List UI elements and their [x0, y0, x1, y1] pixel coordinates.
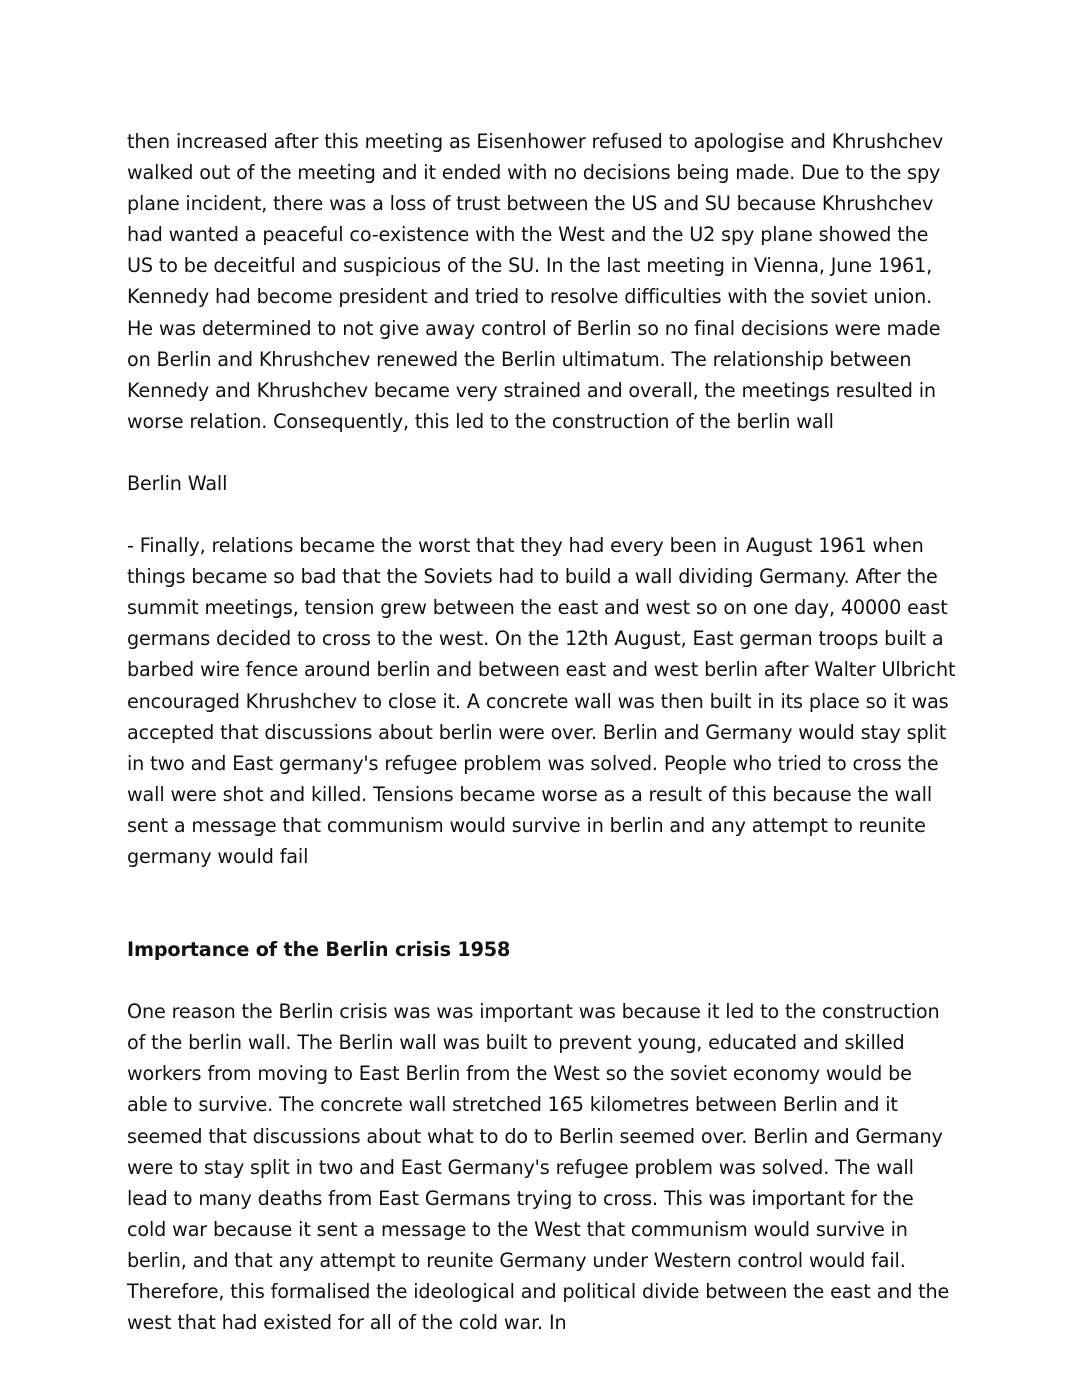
paragraph-summit-meetings: then increased after this meeting as Eisenhower refused to apologise and Khrushchev walked out of the meeting and it ended with no decisions being made. Due to the spy plane incident, there was a loss of trust between the US and SU because Khrushchev had wanted a peaceful co-existence with the West and the U2 spy plane showed the US to be deceitful and suspicious of the SU. In the last meeting in Vienna, June 1961, Kennedy had become president and tried to resolve difficulties with the soviet union. He was determined to not give away control of Berlin so no final decisions were made on Berlin and Khrushchev renewed the Berlin ultimatum. The relationship between Kennedy and Khrushchev became very strained and overall, the meetings resulted in worse relation. Consequently, this led to the construction of the berlin wall	[127, 130, 944, 433]
paragraph-berlin-wall: - Finally, relations became the worst that they had every been in August 1961 when things became so bad that the Soviets had to build a wall dividing Germany. After the summit meetings, tension grew between the east and west so on one day, 40000 east germans decided to cross to the west. On the 12th August, East german troops built a barbed wire fence around berlin and between east and west berlin after Walter Ulbricht encouraged Khrushchev to close it. A concrete wall was then built in its place so it was accepted that discussions about berlin were over. Berlin and Germany would stay split in two and East germany's refugee problem was solved. People who tried to cross the wall were shot and killed. Tensions became worse as a result of this because the wall sent a message that communism would survive in berlin and any attempt to reunite germany would fail	[127, 534, 956, 868]
spacer	[127, 437, 957, 468]
subheading-berlin-wall: Berlin Wall	[127, 471, 228, 495]
spacer	[127, 499, 957, 530]
heading-importance-berlin-crisis: Importance of the Berlin crisis 1958	[127, 938, 511, 962]
spacer	[127, 965, 957, 996]
document-page	[127, 126, 957, 1338]
spacer	[127, 872, 957, 934]
paragraph-importance: One reason the Berlin crisis was was important was because it led to the construction of the berlin wall. The Berlin wall was built to prevent young, educated and skilled workers from moving to East Berlin from the West so the soviet economy would be able to survive. The concrete wall stretched 165 kilometres between Berlin and it seemed that discussions about what to do to Berlin seemed over. Berlin and Germany were to stay split in two and East Germany's refugee problem was solved. The wall lead to many deaths from East Germans trying to cross. This was important for the cold war because it sent a message to the West that communism would survive in berlin, and that any attempt to reunite Germany under Western control would fail. Therefore, this formalised the ideological and political divide between the east and the west that had existed for all of the cold war. In	[127, 1000, 950, 1335]
